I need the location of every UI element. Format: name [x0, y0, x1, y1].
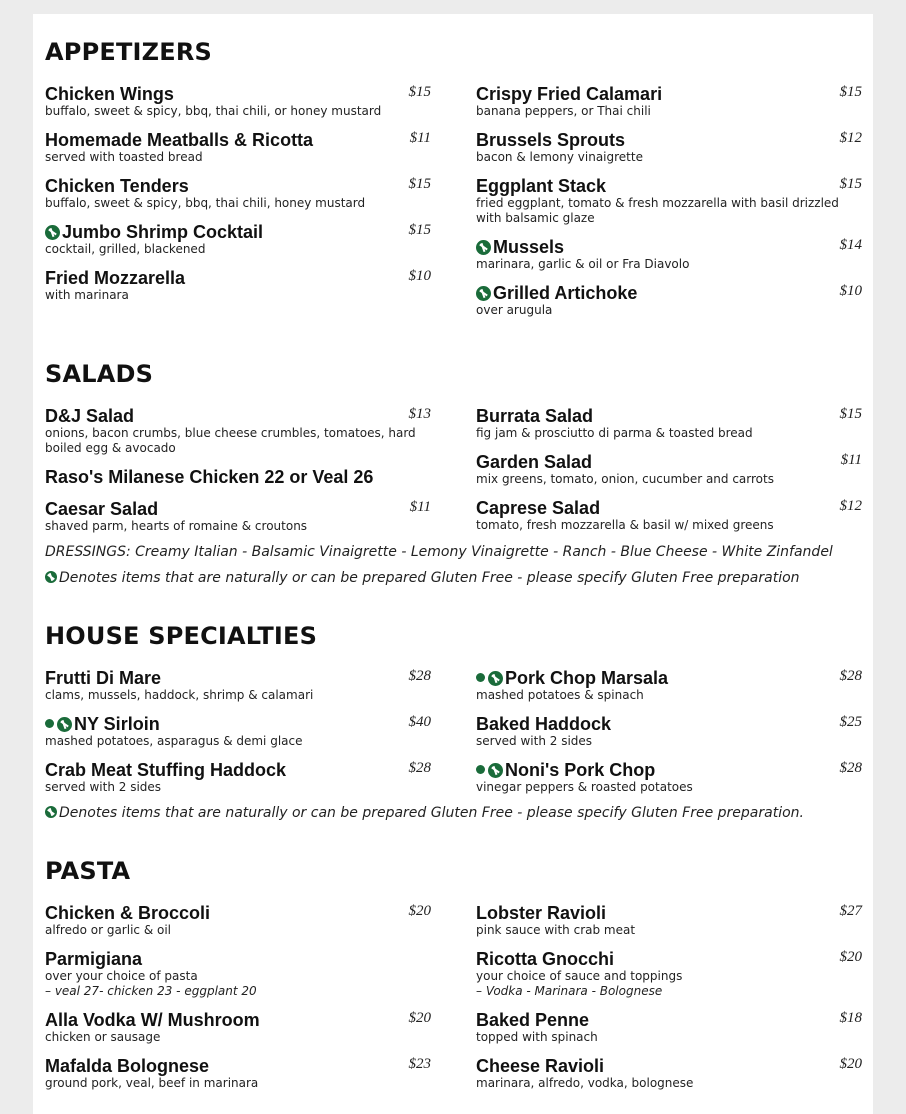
- menu-item-special: [45, 467, 431, 487]
- menu-item: [476, 949, 862, 999]
- item-description: topped with spinach: [476, 1030, 598, 1044]
- item-description: marinara, garlic & oil or Fra Diavolo: [476, 257, 690, 271]
- gluten-free-icon: [476, 286, 491, 301]
- item-description: shaved parm, hearts of romaine & croutons: [45, 519, 308, 533]
- item-name: Burrata Salad: [476, 406, 594, 426]
- item-description: ground pork, veal, beef in marinara: [45, 1076, 259, 1090]
- item-price: $15: [839, 84, 862, 100]
- item-price: $23: [408, 1056, 431, 1072]
- item-price: $15: [408, 176, 431, 192]
- gluten-free-icon: [57, 717, 72, 732]
- item-name: Frutti Di Mare: [45, 668, 162, 688]
- menu-item: [45, 714, 431, 749]
- menu-item: [45, 760, 431, 795]
- menu-item: [476, 1010, 862, 1045]
- item-name: Homemade Meatballs & Ricotta: [45, 130, 314, 150]
- item-description: cocktail, grilled, blackened: [45, 242, 206, 256]
- item-name: Fried Mozzarella: [45, 268, 186, 288]
- gluten-free-icon: [488, 763, 503, 778]
- item-name-row: [476, 283, 862, 303]
- item-price: $27: [839, 903, 862, 919]
- item-price: $11: [409, 130, 431, 146]
- item-price: $15: [839, 406, 862, 422]
- appetizers-left-column: [45, 84, 431, 314]
- item-description: tomato, fresh mozzarella & basil w/ mixed greens: [476, 518, 774, 532]
- item-description: fig jam & prosciutto di parma & toasted bread: [476, 426, 753, 440]
- menu-item: [45, 406, 431, 456]
- item-description: your choice of sauce and toppings: [476, 969, 683, 983]
- item-price: $12: [839, 130, 862, 146]
- item-description: clams, mussels, haddock, shrimp & calamari: [45, 688, 314, 702]
- item-price: $12: [839, 498, 862, 514]
- gluten-free-icon: [45, 225, 60, 240]
- item-name: Crispy Fried Calamari: [476, 84, 663, 104]
- item-name: Garden Salad: [476, 452, 593, 472]
- item-name: Brussels Sprouts: [476, 130, 626, 150]
- menu-item: [476, 283, 862, 318]
- item-name: Crab Meat Stuffing Haddock: [45, 760, 287, 780]
- pasta-right-column: [476, 903, 862, 1102]
- section-title: APPETIZERS: [45, 38, 213, 66]
- salads-right-column: [476, 406, 862, 544]
- dot-icon: [476, 673, 485, 682]
- menu-item: [45, 1056, 431, 1091]
- item-price: $20: [839, 1056, 862, 1072]
- item-price: $28: [839, 668, 862, 684]
- dot-icon: [45, 719, 54, 728]
- item-name-row: [476, 668, 862, 688]
- gluten-free-icon: [476, 240, 491, 255]
- item-price: $18: [839, 1010, 862, 1026]
- section-title: SALADS: [45, 360, 154, 388]
- menu-item: [476, 668, 862, 703]
- gluten-free-note: [45, 805, 804, 821]
- item-price: $15: [839, 176, 862, 192]
- item-name: D&J Salad: [45, 406, 135, 426]
- menu-item: [476, 406, 862, 441]
- menu-item: [45, 1010, 431, 1045]
- item-name-row: [476, 237, 862, 257]
- item-description: pink sauce with crab meat: [476, 923, 636, 937]
- item-price: $13: [408, 406, 431, 422]
- item-description: over your choice of pasta: [45, 969, 198, 983]
- menu-item: [476, 84, 862, 119]
- item-description: vinegar peppers & roasted potatoes: [476, 780, 693, 794]
- gluten-free-note-text: Denotes items that are naturally or can be prepared Gluten Free - please specify Gluten Free preparation.: [59, 805, 804, 821]
- item-name: Caesar Salad: [45, 499, 159, 519]
- item-name: Raso's Milanese Chicken 22 or Veal 26: [45, 467, 374, 487]
- item-description: chicken or sausage: [45, 1030, 161, 1044]
- section-title: HOUSE SPECIALTIES: [45, 622, 318, 650]
- item-name: Baked Penne: [476, 1010, 590, 1030]
- menu-item: [476, 760, 862, 795]
- item-price: $25: [839, 714, 862, 730]
- menu-item: [45, 903, 431, 938]
- item-name-row: [45, 222, 431, 242]
- section-title: PASTA: [45, 857, 131, 885]
- menu-item: [45, 499, 431, 534]
- item-name: Chicken Tenders: [45, 176, 189, 196]
- item-name: Grilled Artichoke: [493, 283, 638, 303]
- item-description: mashed potatoes, asparagus & demi glace: [45, 734, 303, 748]
- item-price: $40: [408, 714, 431, 730]
- item-price: $28: [408, 668, 431, 684]
- pasta-left-column: [45, 903, 431, 1102]
- menu-item: [476, 498, 862, 533]
- dot-icon: [476, 765, 485, 774]
- item-name: Eggplant Stack: [476, 176, 607, 196]
- item-price: $28: [839, 760, 862, 776]
- item-name: Baked Haddock: [476, 714, 612, 734]
- item-price: $10: [839, 283, 862, 299]
- item-name: Alla Vodka W/ Mushroom: [45, 1010, 260, 1030]
- gluten-free-icon: [45, 571, 57, 583]
- item-options: – veal 27- chicken 23 - eggplant 20: [45, 984, 257, 998]
- pasta-section: [45, 857, 862, 1090]
- house-right-column: [476, 668, 862, 806]
- item-name: Parmigiana: [45, 949, 143, 969]
- house-specialties-section: [45, 622, 862, 821]
- gluten-free-note-text: Denotes items that are naturally or can be prepared Gluten Free - please specify Gluten Free preparation: [59, 570, 800, 586]
- item-price: $15: [408, 84, 431, 100]
- item-description: onions, bacon crumbs, blue cheese crumbles, tomatoes, hard boiled egg & avocado: [45, 426, 416, 455]
- item-name: Mafalda Bolognese: [45, 1056, 210, 1076]
- item-name: Caprese Salad: [476, 498, 601, 518]
- item-options: – Vodka - Marinara - Bolognese: [476, 984, 663, 998]
- menu-item: [45, 84, 431, 119]
- item-name: Mussels: [493, 237, 565, 257]
- item-name: NY Sirloin: [74, 714, 160, 734]
- menu-item: [476, 176, 862, 226]
- item-name: Jumbo Shrimp Cocktail: [62, 222, 264, 242]
- item-name: Chicken Wings: [45, 84, 174, 104]
- menu-item: [476, 130, 862, 165]
- item-description: with marinara: [45, 288, 129, 302]
- item-price: $10: [408, 268, 431, 284]
- item-name: Lobster Ravioli: [476, 903, 607, 923]
- item-description: buffalo, sweet & spicy, bbq, thai chili, or honey mustard: [45, 104, 382, 118]
- gluten-free-icon: [45, 806, 57, 818]
- item-price: $11: [409, 499, 431, 515]
- menu-item: [476, 714, 862, 749]
- item-description: served with 2 sides: [45, 780, 162, 794]
- item-name: Cheese Ravioli: [476, 1056, 605, 1076]
- menu-item: [45, 949, 431, 999]
- item-name: Noni's Pork Chop: [505, 760, 656, 780]
- gluten-free-note: [45, 570, 800, 586]
- item-description: alfredo or garlic & oil: [45, 923, 171, 937]
- menu-item: [45, 222, 431, 257]
- menu-item: [476, 1056, 862, 1091]
- dressings-note: DRESSINGS: Creamy Italian - Balsamic Vinaigrette - Lemony Vinaigrette - Ranch - Blue Cheese - White Zinfandel: [45, 544, 833, 560]
- house-left-column: [45, 668, 431, 806]
- salads-left-column: [45, 406, 431, 545]
- item-price: $11: [840, 452, 862, 468]
- item-name-row: [476, 760, 862, 780]
- item-price: $14: [839, 237, 862, 253]
- menu-item: [45, 668, 431, 703]
- menu-item: [45, 268, 431, 303]
- item-price: $20: [408, 1010, 431, 1026]
- item-description: mix greens, tomato, onion, cucumber and carrots: [476, 472, 774, 486]
- appetizers-right-column: [476, 84, 862, 329]
- salads-section: [45, 360, 862, 586]
- menu-item: [476, 903, 862, 938]
- menu-item: [476, 237, 862, 272]
- item-name: Pork Chop Marsala: [505, 668, 669, 688]
- item-description: marinara, alfredo, vodka, bolognese: [476, 1076, 694, 1090]
- item-description: banana peppers, or Thai chili: [476, 104, 651, 118]
- item-description: buffalo, sweet & spicy, bbq, thai chili, honey mustard: [45, 196, 366, 210]
- item-description: fried eggplant, tomato & fresh mozzarella with basil drizzled with balsamic glaze: [476, 196, 839, 225]
- gluten-free-icon: [488, 671, 503, 686]
- item-price: $28: [408, 760, 431, 776]
- item-name-row: [45, 714, 431, 734]
- appetizers-section: [45, 38, 862, 317]
- item-description: over arugula: [476, 303, 553, 317]
- item-price: $15: [408, 222, 431, 238]
- menu-item: [45, 176, 431, 211]
- menu-item: [476, 452, 862, 487]
- item-description: served with 2 sides: [476, 734, 593, 748]
- item-name: Ricotta Gnocchi: [476, 949, 615, 969]
- item-price: $20: [408, 903, 431, 919]
- item-description: served with toasted bread: [45, 150, 203, 164]
- menu-page: [33, 14, 873, 1114]
- item-description: mashed potatoes & spinach: [476, 688, 644, 702]
- item-price: $20: [839, 949, 862, 965]
- item-name: Chicken & Broccoli: [45, 903, 211, 923]
- item-description: bacon & lemony vinaigrette: [476, 150, 643, 164]
- menu-item: [45, 130, 431, 165]
